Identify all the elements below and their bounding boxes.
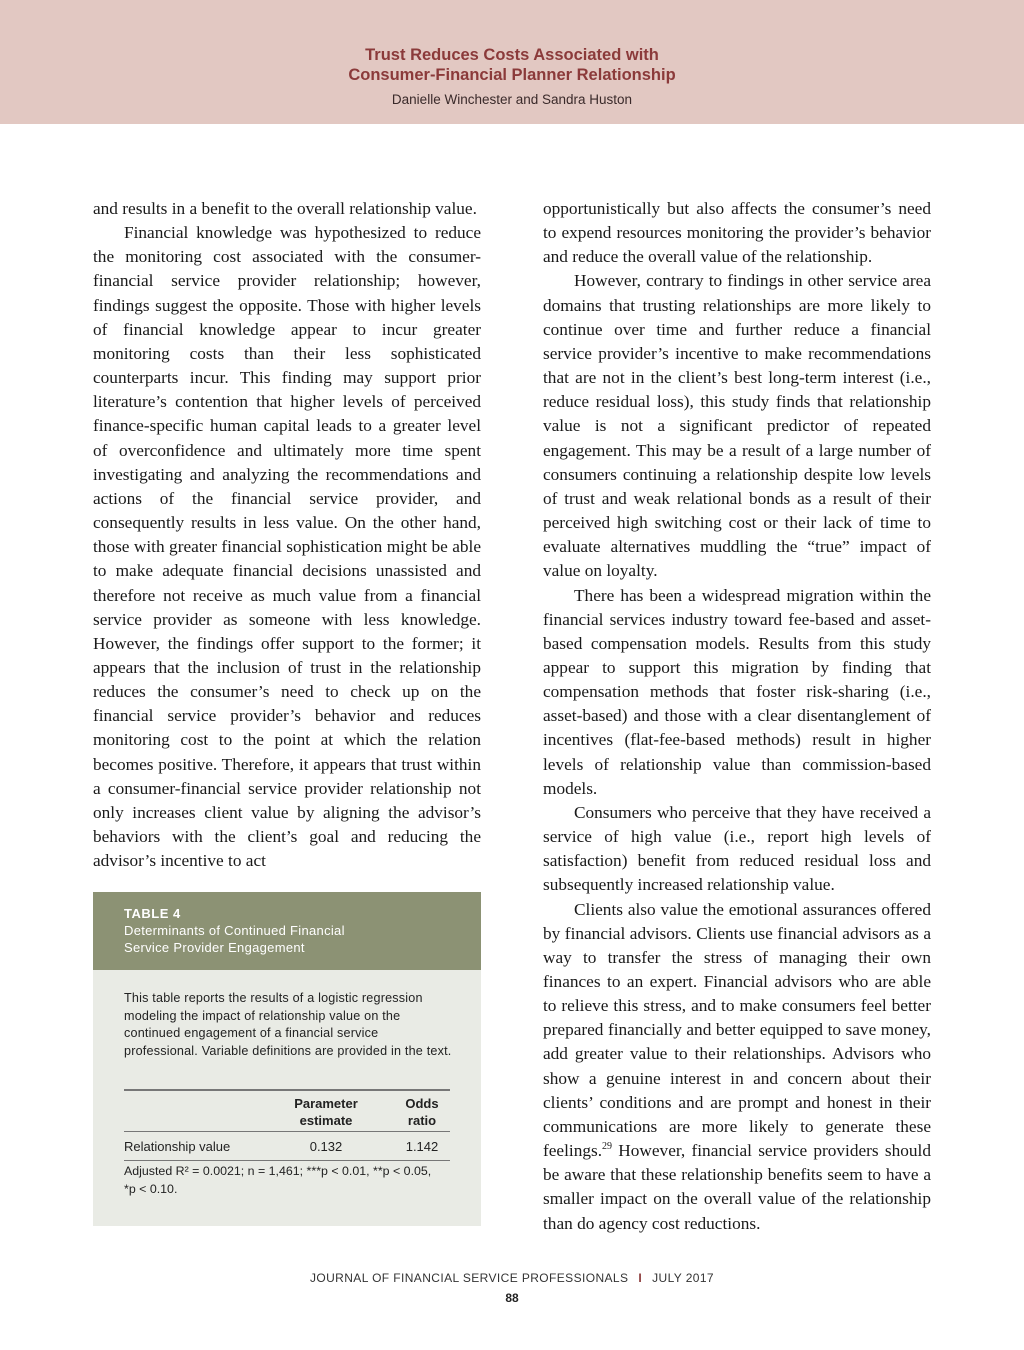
column-header-line: Odds (405, 1096, 439, 1111)
article-title-line-1: Trust Reduces Costs Associated with (365, 46, 659, 64)
paragraph: Consumers who perceive that they have received a service of high value (i.e., report high levels of satisfaction) benefit from reduced residual loss and subsequently increased relationship value. (543, 802, 931, 895)
table-header (93, 892, 481, 970)
table-note-line-2: *p < 0.10. (124, 1181, 178, 1196)
table-row (124, 1132, 450, 1161)
article-title (0, 45, 1024, 85)
paragraph-text: Clients also value the emotional assurances offered by financial advisors. Clients use financial advisors as a way to transfer the stress of managing their own finances to an expert. Financial advisors who are able to relieve this stress, and to make consumers feel better prepared financially and better equipped to save money, add greater value to their relationships. Advisors who show a genuine interest in and concern about their clients’ conditions and are prompt and honest in their communications are more likely to generate these feelings. (543, 899, 931, 1161)
table-title-line-2: Service Provider Engagement (124, 940, 305, 955)
table-label: TABLE 4 (124, 906, 181, 921)
page-footer (0, 1271, 1024, 1285)
left-column (93, 197, 481, 873)
parameter-estimate-cell: 0.132 (309, 1139, 343, 1154)
paragraph: However, contrary to findings in other service area domains that trusting relationships are more likely to continue over time and further reduce a financial service provider’s incentive to make recommendations that are not in the client’s best long-term interest (i.e., reduce residual loss), this study finds that relationship value is not a significant predictor of repeated engagement. This may be a result of a large number of consumers continuing a relationship despite low levels of trust and weak relational bonds as a result of their perceived high switching cost or their lack of time to evaluate alternatives muddling the “true” impact of value on loyalty. (543, 271, 931, 581)
regression-table (124, 1089, 450, 1161)
table-note-line-1: Adjusted R² = 0.0021; n = 1,461; ***p < 0.01, **p < 0.05, (124, 1164, 432, 1178)
table-description: This table reports the results of a logistic regression modeling the impact of relationship value on the continued engagement of a financial service professional. Variable definitions are provided in the text. (124, 991, 452, 1058)
column-header-line: Parameter (294, 1096, 358, 1111)
page-number: 88 (505, 1291, 519, 1305)
odds-ratio-cell: 1.142 (405, 1139, 439, 1154)
footnote-reference: 29 (602, 1141, 613, 1153)
footer-separator: I (638, 1271, 643, 1285)
issue-date: JULY 2017 (652, 1271, 715, 1285)
paragraph-text: However, financial service providers should be aware that these relationship benefits seem to have a smaller impact on the overall value of the relationship than do agency cost reductions. (543, 1141, 931, 1233)
table-note (124, 1163, 464, 1198)
column-header-line: estimate (299, 1113, 353, 1128)
right-column (543, 197, 931, 1236)
paragraph (543, 898, 931, 1236)
paragraph: Financial knowledge was hypothesized to reduce the monitoring cost associated with the consumer-financial service provider relationship; however, findings suggest the opposite. Those with higher levels of financial knowledge appear to incur greater monitoring costs than their less sophisticated counterparts incur. This finding may support prior literature’s contention that higher levels of perceived finance-specific human capital leads to a greater level of overconfidence and ultimately more time spent investigating and analyzing the recommendations and actions of the financial service provider, and consequently results in less value. On the other hand, those with greater financial sophistication might be able to make adequate financial decisions unassisted and therefore not receive as much value from a financial service provider as someone with less knowledge. However, the findings offer support to the former; it appears that the inclusion of trust in the relationship reduces the consumer’s need to check up on the financial service provider’s behavior and reduces monitoring cost to the point at which the relation becomes positive. Therefore, it appears that trust within a consumer-financial service provider relationship not only increases client value by aligning the advisor’s behaviors with the client’s goal and reducing the advisor’s incentive to act (93, 223, 481, 871)
paragraph: and results in a benefit to the overall relationship value. (93, 199, 477, 218)
article-title-line-2: Consumer-Financial Planner Relationship (348, 66, 676, 84)
article-authors: Danielle Winchester and Sandra Huston (391, 92, 633, 107)
table-column-headers (124, 1091, 450, 1132)
table-title-line-1: Determinants of Continued Financial (124, 923, 345, 938)
paragraph: There has been a widespread migration within the financial services industry toward fee-based and asset-based compensation models. Results from this study appear to support this migration by finding that compensation methods that foster risk-sharing (i.e., asset-based) and those with a clear disentanglement of incentives (flat-fee-based methods) result in higher levels of relationship value than commission-based models. (543, 585, 931, 798)
journal-name: JOURNAL OF FINANCIAL SERVICE PROFESSIONALS (309, 1271, 629, 1285)
page-header (0, 0, 1024, 124)
column-header-line: ratio (407, 1113, 437, 1128)
table-4 (93, 892, 481, 1226)
column-header-parameter-estimate (282, 1095, 370, 1129)
column-header-odds-ratio (394, 1095, 450, 1129)
paragraph: opportunistically but also affects the consumer’s need to expend resources monitoring the provider’s behavior and reduce the overall value of the relationship. (543, 199, 931, 267)
row-label: Relationship value (124, 1139, 231, 1154)
